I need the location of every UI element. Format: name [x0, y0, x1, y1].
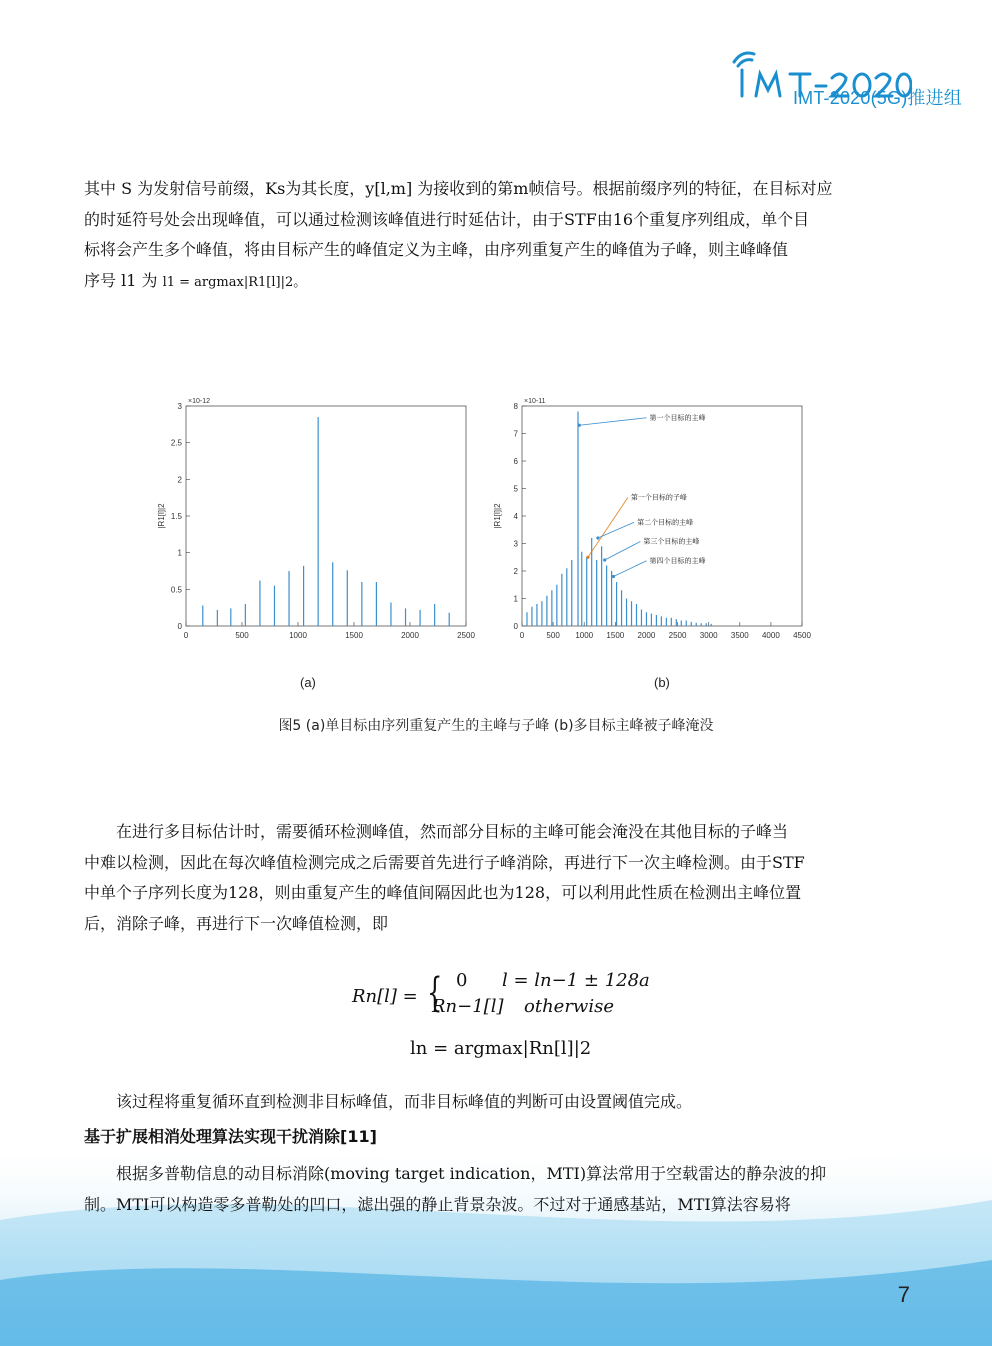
x-tick-label: 1500: [345, 631, 363, 640]
x-tick-label: 3500: [730, 631, 749, 640]
case2-condition: otherwise: [524, 996, 614, 1017]
x-tick-label: 500: [235, 631, 249, 640]
y-tick-label: 0.5: [170, 585, 182, 595]
x-tick-label: 4500: [793, 631, 811, 640]
section-heading: 基于扩展相消处理算法实现干扰消除[11]: [84, 1127, 377, 1146]
annotation-arrowhead: [578, 424, 581, 427]
paragraph-line: 标将会产生多个峰值，将由目标产生的峰值定义为主峰，由序列重复产生的峰值为子峰，则主峰峰值: [84, 240, 789, 260]
annotation-arrowhead: [612, 575, 615, 578]
y-tick-label: 1.5: [170, 512, 182, 521]
y-tick-label: 2.5: [170, 438, 182, 448]
x-tick-label: 500: [546, 631, 560, 640]
x-tick-label: 1000: [289, 631, 307, 640]
paragraph-line: 制。MTI可以构造零多普勒处的凹口，滤出强的静止背景杂波。不过对于通感基站，MTI算法容易将: [84, 1194, 791, 1214]
paragraph-2: [84, 817, 910, 940]
annotation-arrowhead: [596, 536, 599, 539]
page-number: 7: [897, 1282, 910, 1307]
subfigure-label-b: (b): [654, 675, 670, 690]
case2-value: Rn−1[l]: [432, 996, 504, 1017]
figure-caption: 图5 (a)单目标由序列重复产生的主峰与子峰 (b)多目标主峰被子峰淹没: [278, 718, 714, 734]
chart-a: [140, 392, 485, 652]
org-name: IMT-2020(5G)推进组: [792, 88, 962, 108]
paragraph-1: [84, 174, 910, 299]
y-tick-label: 4: [513, 512, 518, 521]
paragraph-line: 后，消除子峰，再进行下一次峰值检测，即: [84, 914, 389, 934]
paragraph-line-text: 序号 l1 为: [84, 271, 163, 291]
y-tick-label: 0: [177, 622, 182, 631]
paragraph-line: 根据多普勒信息的动目标消除(moving target indication，MTI)算法常用于空载雷达的静杂波的抑: [116, 1164, 827, 1183]
paragraph-line: [84, 266, 910, 299]
y-tick-label: 3: [177, 402, 182, 411]
x-tick-label: 0: [519, 631, 525, 640]
x-tick-label: 3000: [699, 631, 718, 640]
y-tick-label: 8: [513, 402, 518, 411]
x-tick-label: 1500: [606, 631, 625, 640]
y-tick-label: 1: [513, 594, 518, 604]
y-exponent-label: ×10-11: [524, 398, 546, 405]
x-tick-label: 2000: [637, 631, 656, 640]
y-tick-label: 1: [177, 548, 182, 558]
y-exponent-label: ×10-12: [188, 398, 210, 405]
y-axis-label: |R1[l]|2: [493, 503, 502, 529]
annotation-label: 第四个目标的主峰: [649, 556, 706, 565]
annotation-label: 第三个目标的主峰: [643, 537, 700, 546]
y-tick-label: 5: [513, 484, 518, 494]
x-tick-label: 2500: [668, 631, 687, 640]
annotation-label: 第一个目标的主峰: [649, 413, 706, 422]
y-tick-label: 2: [513, 567, 518, 576]
paragraph-line: 的时延符号处会出现峰值，可以通过检测该峰值进行时延估计，由于STF由16个重复序列组成，单个目: [84, 209, 810, 229]
y-tick-label: 7: [513, 429, 518, 439]
plot-frame: [186, 406, 466, 626]
paragraph-line: 在进行多目标估计时，需要循环检测峰值，然而部分目标的主峰可能会淹没在其他目标的子峰当: [116, 822, 789, 841]
x-tick-label: 0: [183, 631, 189, 640]
equation-lhs: Rn[l] =: [352, 986, 418, 1007]
paragraph-line: 中难以检测，因此在每次峰值检测完成之后需要首先进行子峰消除，再进行下一次主峰检测。由于STF: [84, 852, 805, 872]
equation-argmax: ln = argmax|Rn[l]|2: [410, 1038, 592, 1059]
subfigure-label-a: (a): [300, 675, 316, 690]
x-tick-label: 2500: [457, 631, 475, 640]
paragraph-line: 其中 S 为发射信号前缀，Ks为其长度，y[l,m] 为接收到的第m帧信号。根据前缀序列的特征，在目标对应: [84, 179, 833, 198]
y-tick-label: 0: [513, 622, 518, 631]
paragraph-3: 该过程将重复循环直到检测非目标峰值，而非目标峰值的判断可由设置阈值完成。: [116, 1092, 693, 1111]
x-tick-label: 2000: [401, 631, 419, 640]
plot-frame: [522, 406, 802, 626]
x-tick-label: 1000: [575, 631, 594, 640]
annotation-arrowhead: [586, 556, 589, 559]
x-tick-label: 4000: [761, 631, 780, 640]
paragraph-line: 中单个子序列长度为128，则由重复产生的峰值间隔因此也为128，可以利用此性质在检测出主峰位置: [84, 883, 802, 903]
annotation-arrowhead: [603, 558, 606, 561]
y-tick-label: 6: [513, 457, 518, 466]
case1-condition: l = ln−1 ± 128a: [502, 970, 650, 991]
case1-value: 0: [456, 970, 468, 991]
y-axis-label: |R1[l]|2: [157, 503, 166, 529]
y-tick-label: 2: [177, 475, 182, 485]
brace-icon: {: [427, 970, 443, 1016]
y-tick-label: 3: [513, 539, 518, 549]
chart-b: [490, 392, 825, 652]
annotation-label: 第二个目标的主峰: [637, 518, 694, 527]
annotation-label: 第一个目标的子峰: [630, 493, 687, 502]
inline-formula: l1 = argmax|R1[l]|2。: [162, 275, 307, 291]
paragraph-4: [84, 1159, 910, 1220]
